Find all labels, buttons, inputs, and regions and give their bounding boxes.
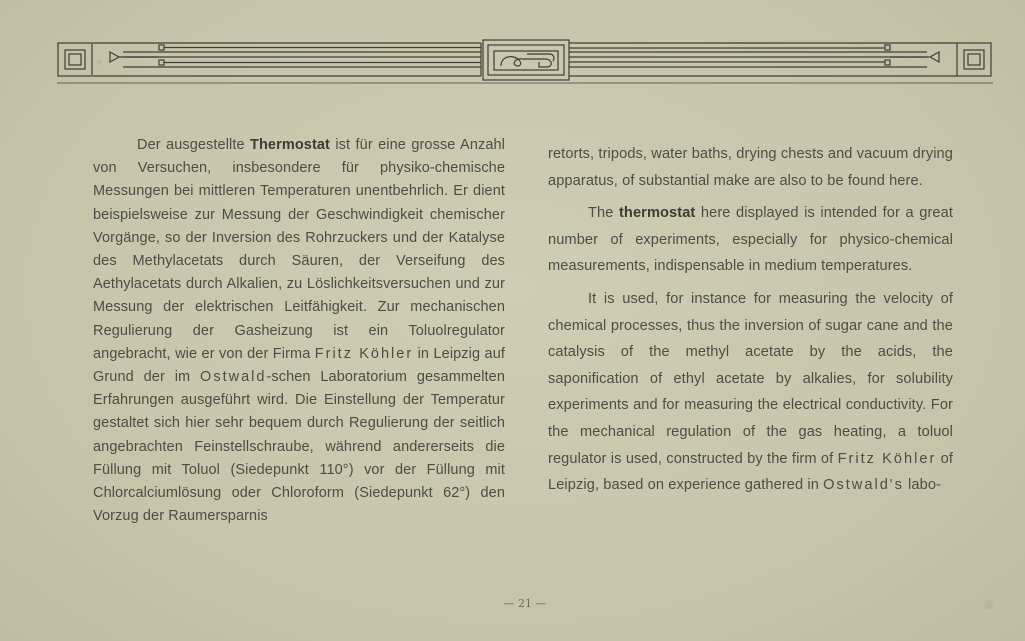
text-run: in Leipzig auf Grund der im [93,345,505,386]
small-square-icon [159,60,164,65]
english-paragraph-1: retorts, tripods, water baths, drying chests and vacuum drying apparatus, of substantial make are also to be found here. [548,146,953,189]
header-ornament [57,38,993,84]
page-number: — 21 — [503,597,547,610]
text-run: labo- [903,477,942,494]
english-column [548,141,953,505]
english-paragraph-2 [548,200,953,280]
text-run: ist für eine grosse Anzahl von Versuchen, insbesondere für physiko-chemische Messungen bei mittleren Temperaturen unentbehrlich. Er dient beispielsweise zur Messung der Geschwindigkeit chemischer Vorgänge, so der Inversion des Rohrzuckers und der Katalyse des Methylacetats durch Säuren, der Verseifung des Aethylacetats durch Alkalien, zu Löslichkeitsversuchen und zur Messung der elektrischen Leitfähigkeit. Zur mechanischen Regulierung der Gasheizung ist ein Toluolregulator angebracht, wie er von der Firma [93,137,505,362]
paper-spot [984,600,994,610]
header-ornament-graphic [57,38,993,84]
triangle-right-icon [110,52,119,62]
name-ostwald: Ostwald's [823,477,904,494]
keyword-thermostat: thermostat [618,205,696,222]
text-run: It is used, for instance for measuring the velocity of chemical processes, thus the inversion of sugar cane and the catalysis of the methyl acetate by the acids, the saponification of ethyl acetate by alkalies, for solubility experiments and for measuring the electrical conductivity. For the mechanical regulation of the gas heating, a toluol regulator is used, constructed by the firm of [548,290,953,467]
text-run: -schen Laboratorium gesammelten Erfahrungen ausgeführt wird. Die Einstellung der Temperatur gestaltet sich hier sehr bequem durch Regulierung der seitlich angebrachten Feinstellschraube, während andererseits die Füllung mit Toluol (Siedepunkt 110°) vor der Füllung mit Chlorcalciumlösung oder Chloroform (Siedepunkt 62°) den Vorzug der Raumersparnis [93,369,505,525]
text-run: Der ausgestellte [137,137,251,153]
square-frame-icon [58,43,92,76]
german-paragraph [93,134,505,528]
small-square-icon [885,45,890,50]
text-run: The [588,205,619,222]
small-square-icon [885,60,890,65]
swirl-emblem-icon [483,40,569,80]
square-frame-icon [957,43,991,76]
name-fritz-koehler: Fritz Köhler [314,345,414,362]
name-ostwald: Ostwald [200,369,267,386]
small-square-icon [159,45,164,50]
keyword-thermostat: Thermostat [250,137,330,153]
triangle-left-icon [930,52,939,62]
text-run: of Leipzig, based on experience gathered in [548,450,953,494]
german-column [93,134,505,528]
text-run: here displayed is intended for a great number of experiments, especially for physico-chemical measurements, indispensable in medium temperatures. [548,205,953,275]
name-fritz-koehler: Fritz Köhler [837,450,937,467]
english-paragraph-3 [548,286,953,499]
